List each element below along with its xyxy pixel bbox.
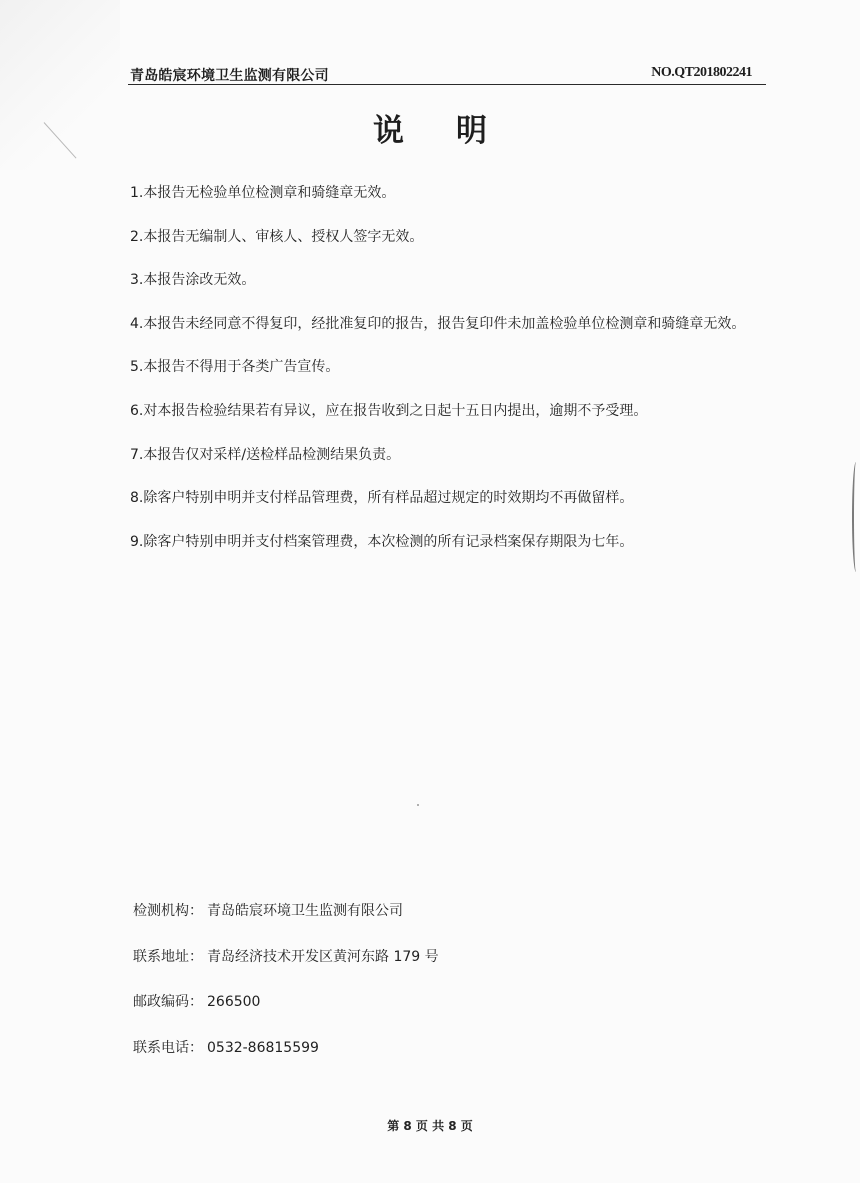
contact-postcode-value: 266500 (207, 994, 261, 1010)
page-number: 第 8 页 共 8 页 (387, 1119, 473, 1133)
contact-postcode-row (133, 991, 439, 1037)
page-title: 说明 (373, 113, 539, 149)
binding-edge-mark (852, 462, 860, 572)
note-item: 1.本报告无检验单位检测章和骑缝章无效。 (130, 185, 396, 201)
report-number: NO.QT201802241 (651, 65, 752, 80)
contact-org-row (133, 900, 439, 946)
contact-address-row (133, 946, 439, 992)
note-item: 5.本报告不得用于各类广告宣传。 (130, 359, 340, 376)
contact-phone-label: 联系电话： (133, 1039, 203, 1056)
note-item: 4.本报告未经同意不得复印，经批准复印的报告，报告复印件未加盖检验单位检测章和骑缝章无效。 (130, 315, 746, 332)
note-item: 6.对本报告检验结果若有异议，应在报告收到之日起十五日内提出，逾期不予受理。 (130, 402, 648, 419)
note-item: 9.除客户特别申明并支付档案管理费，本次检测的所有记录档案保存期限为七年。 (130, 533, 634, 550)
note-item: 7.本报告仅对采样/送检样品检测结果负责。 (130, 446, 401, 463)
contact-org-label: 检测机构： (133, 903, 203, 919)
note-item: 3.本报告涂改无效。 (130, 272, 256, 289)
contact-block (133, 900, 439, 1082)
page-header (128, 62, 766, 85)
note-item: 8.除客户特别申明并支付样品管理费，所有样品超过规定的时效期均不再做留样。 (130, 490, 634, 507)
contact-address-value: 青岛经济技术开发区黄河东路 179 号 (207, 948, 439, 965)
header-company: 青岛皓宸环境卫生监测有限公司 (130, 68, 329, 84)
note-item: 2.本报告无编制人、审核人、授权人签字无效。 (130, 228, 424, 245)
contact-org-value: 青岛皓宸环境卫生监测有限公司 (207, 903, 403, 919)
contact-phone-value: 0532-86815599 (207, 1039, 319, 1056)
contact-address-label: 联系地址： (133, 948, 203, 965)
contact-postcode-label: 邮政编码： (133, 994, 203, 1010)
contact-phone-row (133, 1037, 439, 1083)
notes-list (130, 182, 745, 574)
scan-speck (417, 804, 419, 806)
